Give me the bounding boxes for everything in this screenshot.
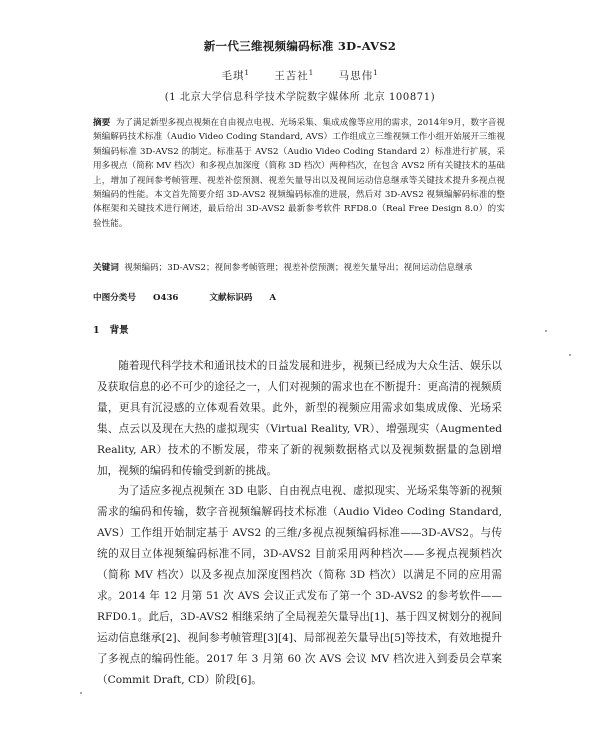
abstract-label: 摘要 — [93, 118, 111, 128]
paper-title: 新一代三维视频编码标准 3D-AVS2 — [203, 39, 397, 53]
doc-label: 文献标识码 — [209, 293, 253, 303]
cls-value: O436 — [152, 293, 179, 303]
affiliation-mark: 1 — [308, 69, 315, 77]
affiliation-mark: 1 — [373, 69, 379, 77]
section-title: 背景 — [109, 325, 129, 336]
author — [339, 70, 379, 82]
affiliation: (1 北京大学信息科学技术学院数字媒体所 北京 100871) — [164, 92, 436, 103]
keywords-text: 视频编码；3D-AVS2；视间参考帧管理；视差补偿预测；视差矢量导出；视间运动信息继承 — [124, 263, 473, 273]
classification-line — [93, 291, 505, 303]
paragraph: 随着现代科学技术和通讯技术的日益发展和进步，视频已经成为大众生活、娱乐以及获取信息的必不可少的途径之一，人们对视频的需求也在不断提升：更高清的视频质量，更具有沉浸感的立体观看效果。此外，新型的视频应用需求如集成成像、光场采集、点云以及现在大热的虚拟现实（Virtual Reality, VR）、增强现实（Augmented Reality, AR）技术的不断发展，带来了新的视频数据格式以及视频数据量的急剧增加，视频的编码和传输受到新的挑战。 — [97, 360, 502, 477]
keywords-label: 关键词 — [93, 263, 119, 273]
document-code — [209, 293, 290, 303]
scan-speck — [80, 692, 82, 694]
paragraph: 为了适应多视点视频在 3D 电影、自由视点电视、虚拟现实、光场采集等新的视频需求的编码和传输，数字音视频编解码技术标准（Audio Video Coding Standard, AVS）工作组开始制定基于 AVS2 的三维/多视点视频编码标准——3D-AVS2。与传统的双目立体视频编码标准不同，3D-AVS2 目前采用两种档次——多视点视频档次（简称 MV 档次）以及多视点加深度图档次（简称 3D 档次）以满足不同的应用需求。2014 年 12 月第 51 次 AVS 会议正式发布了第一个 3D-AVS2 的参考软件——RFD0.1。此后，3D-AVS2 相继采纳了全局视差矢量导出[1]、基于四叉树划分的视间运动信息继承[2]、视间参考帧管理[3][4]、局部视差矢量导出[5]等技术，有效地提升了多视点的编码性能。2017 年 3 月第 60 次 AVS 会议 MV 档次进入到委员会草案（Commit Draft, CD）阶段[6]。 — [97, 485, 502, 686]
affiliation-mark: 1 — [244, 69, 250, 77]
body-text — [97, 356, 502, 691]
author-name: 王苫社 — [274, 70, 309, 82]
author-name: 毛琪 — [221, 70, 245, 82]
author — [274, 70, 314, 82]
abstract — [93, 116, 505, 231]
scan-speck — [545, 330, 547, 332]
author-list — [0, 68, 600, 83]
classification-number — [93, 293, 192, 303]
abstract-text: 为了满足新型多视点视频在自由视点电视、光场采集、集成成像等应用的需求，2014年9月，数字音视频编解码技术标准（Audio Video Coding Standard, AVS）工作组成立三维视频工作小组开始展开三维视频编码标准 3D-AVS2 的制定。标准基于 AVS2（Audio Video Coding Standard 2）标准进行扩展，采用多视点（简称 MV 档次）和多视点加深度（简称 3D 档次）两种档次，在包含 AVS2 所有关键技术的基础上，增加了视间参考帧管理、视差补偿预测、视差矢量导出以及视间运动信息继承等关键技术提升多视点视频编码的性能。本文首先简要介绍 3D-AVS2 视频编码标准的进展，然后对 3D-AVS2 视频编解码标准的整体框架和关键技术进行阐述，最后给出 3D-AVS2 最新参考软件 RFD8.0（Real Free Design 8.0）的实验性能。 — [93, 118, 505, 229]
author-name: 马思伟 — [338, 70, 374, 82]
keywords — [93, 262, 505, 275]
section-heading — [93, 322, 129, 336]
author — [221, 70, 249, 82]
doc-value: A — [269, 293, 277, 303]
section-number: 1 — [93, 325, 100, 336]
cls-label: 中图分类号 — [93, 293, 136, 303]
scan-speck — [569, 354, 571, 356]
